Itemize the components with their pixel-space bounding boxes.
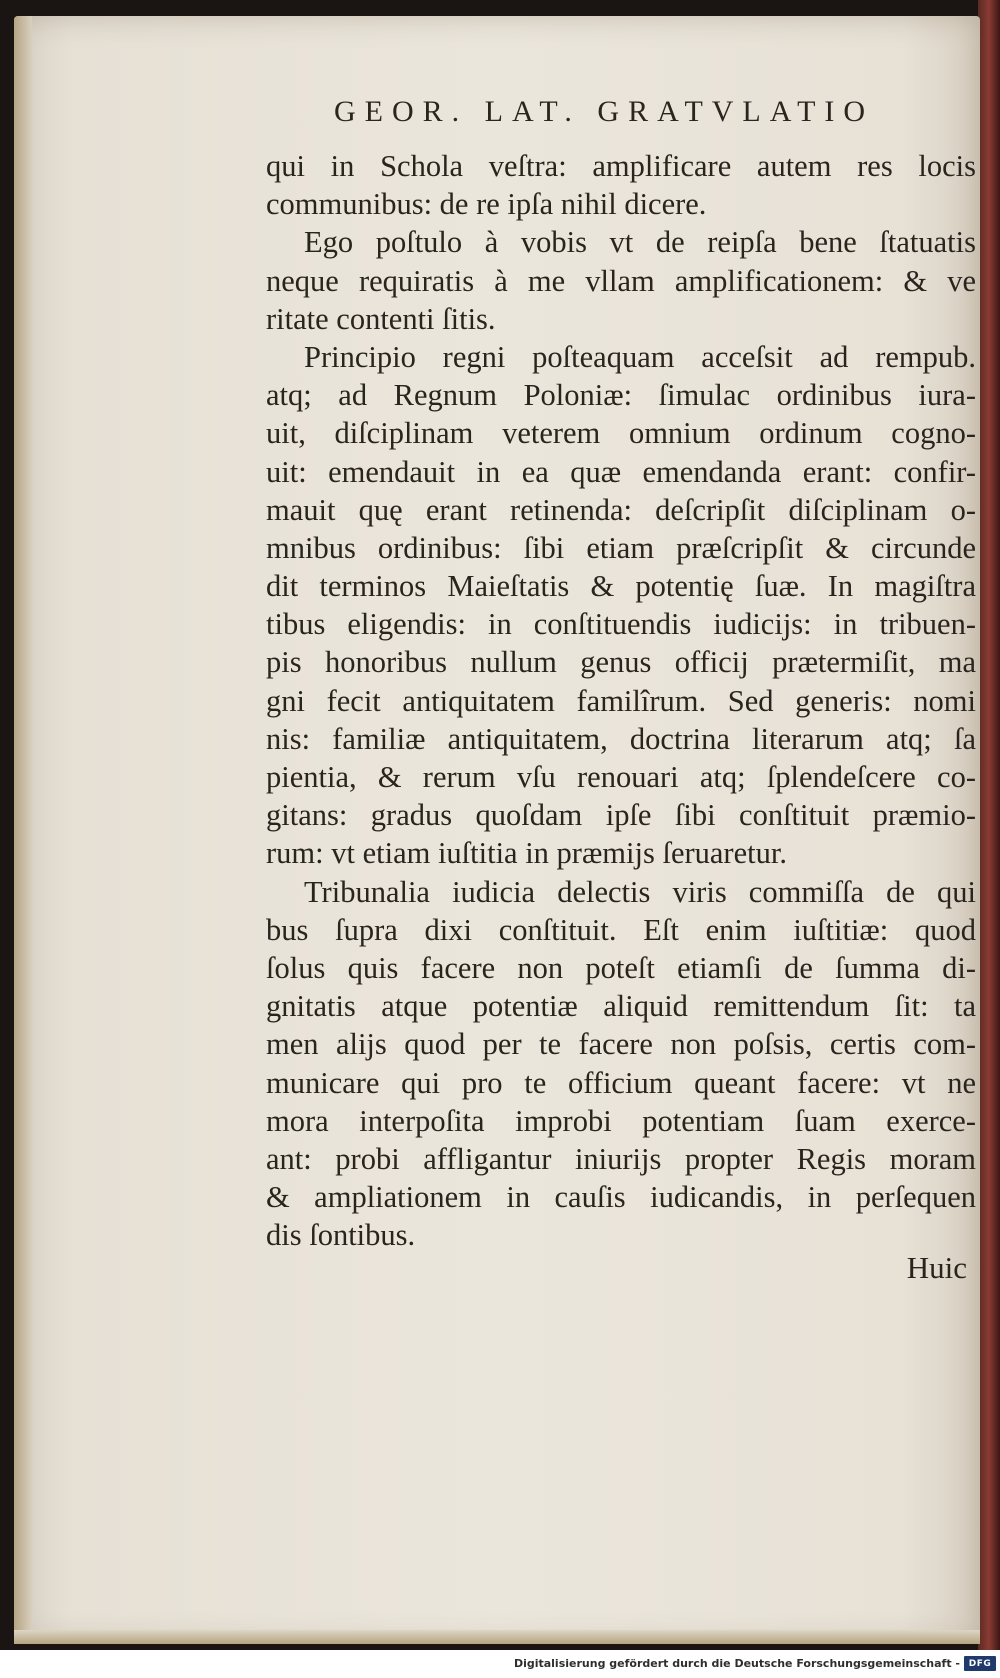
text-line: pientia, & rerum vſu renouari atq; ſplendeſcere co- xyxy=(266,760,976,794)
text-line: municare qui pro te officium queant facere: vt ne xyxy=(266,1065,976,1100)
text-line: ant: probi affligantur iniurijs propter Regis moram xyxy=(266,1141,976,1176)
text-line: men alijs quod per te facere non poſsis, certis com- xyxy=(266,1027,976,1062)
page-bottom-edge xyxy=(14,1630,980,1644)
footer-bar xyxy=(0,1654,1000,1678)
text-line: mora interpoſita improbi potentiam ſuam exerce- xyxy=(266,1103,976,1138)
digitization-credit: Digitalisierung gefördert durch die Deutsche Forschungsgemeinschaft - xyxy=(513,1657,960,1670)
text-line: rum: vt etiam iuſtitia in præmijs ſeruaretur. xyxy=(266,836,787,871)
catchword: Huic xyxy=(906,1250,967,1285)
text-line: ritate contenti ſitis. xyxy=(266,301,496,336)
text-line: nis: familiæ antiquitatem, doctrina literarum atq; ſa xyxy=(266,721,976,756)
book-binding-edge xyxy=(978,0,1000,1650)
text-line: uit: emendauit in ea quæ emendanda erant: confir- xyxy=(266,454,976,489)
text-line: & ampliationem in cauſis iudicandis, in perſequen xyxy=(266,1180,976,1215)
text-line: dis ſontibus. xyxy=(266,1218,416,1253)
text-line: dit terminos Maieſtatis & potentię ſuæ. In magiſtra xyxy=(266,569,976,604)
text-line: tibus eligendis: in conſtituendis iudicijs: in tribuen- xyxy=(266,607,976,642)
text-line: Principio regni poſteaquam acceſsit ad rempub. xyxy=(304,339,976,374)
text-line: Ego poſtulo à vobis vt de reipſa bene ſtatuatis xyxy=(304,225,976,260)
text-line: atq; ad Regnum Poloniæ: ſimulac ordinibus iura- xyxy=(266,378,976,413)
text-line: ſolus quis facere non poteſt etiamſi de ſumma di- xyxy=(266,950,976,985)
running-title: GEOR. LAT. GRATVLATIO xyxy=(334,95,875,128)
dfg-logo: DFG xyxy=(964,1656,996,1671)
text-line: gni fecit antiquitatem familîrum. Sed generis: nomi xyxy=(266,683,976,718)
text-line: qui in Schola veſtra: amplificare autem res locis xyxy=(266,149,976,183)
body-text xyxy=(266,147,976,1254)
text-line: neque requiratis à me vllam amplificationem: & ve xyxy=(266,263,976,298)
text-line: gitans: gradus quoſdam ipſe ſibi conſtituit præmio- xyxy=(266,798,976,833)
text-line: pis honoribus nullum genus officij prætermiſit, ma xyxy=(266,645,976,680)
text-line: bus ſupra dixi conſtituit. Eſt enim iuſtitiæ: quod xyxy=(266,912,976,947)
text-line: uit, diſciplinam veterem omnium ordinum cogno- xyxy=(266,416,976,451)
text-line: mnibus ordinibus: ſibi etiam præſcripſit & circunde xyxy=(266,530,976,565)
text-line: Tribunalia iudicia delectis viris commiſſa de qui xyxy=(304,874,976,909)
text-line: gnitatis atque potentiæ aliquid remittendum ſit: ta xyxy=(266,989,976,1024)
text-line: communibus: de re ipſa nihil dicere. xyxy=(266,187,707,222)
page-left-edge xyxy=(14,16,32,1644)
text-line: mauit quę erant retinenda: deſcripſit diſciplinam o- xyxy=(266,492,976,527)
